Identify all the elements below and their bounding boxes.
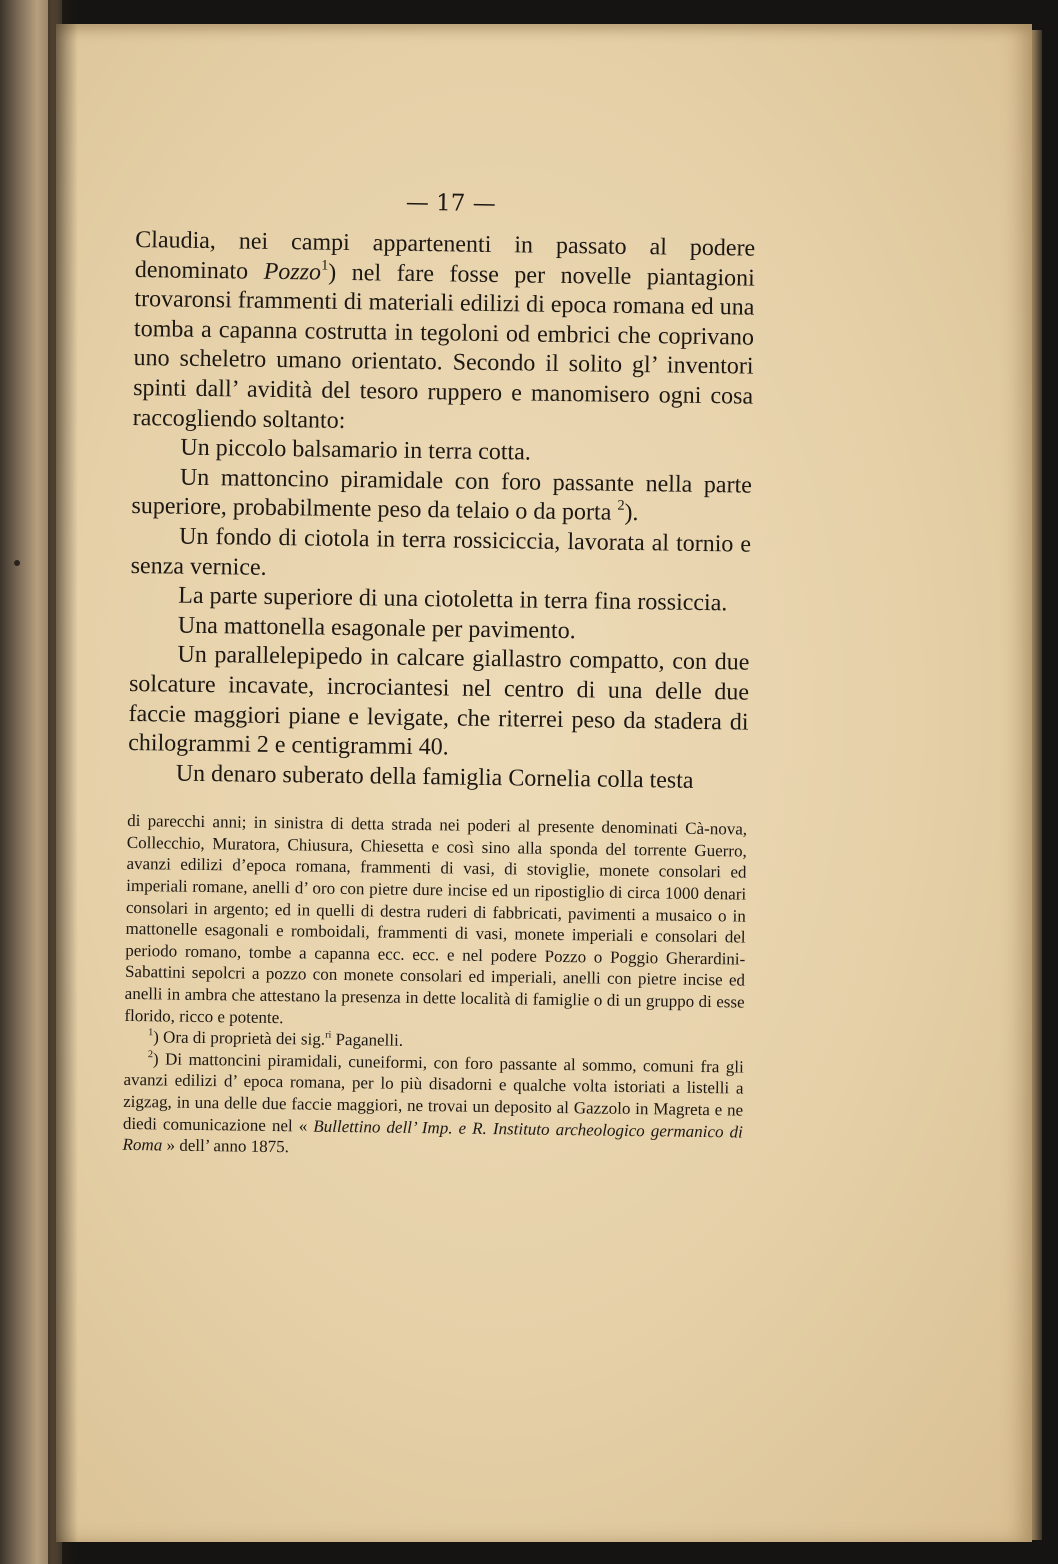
paragraph-2: Un piccolo balsamario in terra cotta. — [180, 434, 532, 466]
footnote-2-mark: 2 — [147, 1048, 154, 1061]
paragraph-7: Un parallelepipedo in calcare giallastro compatto, con due solcature incavate, incrociantesi nel centro di una delle due faccie maggiori piane e levigate, che riterrei peso da stadera di chilogrammi 2 e centigrammi 40. — [128, 641, 750, 761]
paragraph-6: Una mattonella esagonale per pavimento. — [177, 612, 576, 644]
footnotes — [122, 810, 747, 1164]
page-content — [122, 186, 755, 1164]
footnote-ref-2[interactable]: 2 — [617, 498, 625, 515]
body-text — [128, 226, 756, 797]
footnote-1: $^1$) Ora di proprietà dei sig.$^{ri}$ Paganelli. — [148, 1027, 404, 1051]
place-name: Pozzo — [263, 258, 322, 286]
footnote-ref-1[interactable]: 1 — [321, 257, 329, 274]
footnote-2: $^2$) Di mattoncini piramidali, cuneiformi, con foro passante al sommo, comuni fra gli avanzi edilizi d’ epoca romana, per lo più disadorni e qualche volta istoriati a listelli a zigzag, in una delle due faccie maggiori, ne trovai un deposito al Gazzolo in Magreta e ne diedi comunicazione nel « Bullettino dell’ Imp. e R. Instituto archeologico germanico di Roma » dell’ anno 1875. — [122, 1048, 744, 1157]
footnote-1-mark: 1 — [148, 1027, 154, 1039]
spine-shadow — [48, 0, 78, 1564]
paragraph-1: Claudia, nei campi appartenenti in passato al podere denominato Pozzo$^1$) nel fare fosse per novelle piantagioni trovaronsi frammenti di materiali edilizi di epoca romana ed una tomba a capanna costrutta in tegoloni od embrici che coprivano uno scheletro umano orientato. Secondo il solito gl’ inventori spinti dall’ avidità del tesoro ruppero e manomisero ogni cosa raccogliendo soltanto: — [132, 226, 756, 434]
margin-mark — [14, 560, 20, 566]
journal-title: Bullettino dell’ Imp. e R. Instituto archeologico germanico di Roma — [122, 1116, 743, 1155]
page-number: — 17 — — [405, 189, 496, 218]
paragraph-4: Un fondo di ciotola in terra rossiciccia, lavorata al tornio e senza vernice. — [130, 523, 752, 581]
paragraph-3: Un mattoncino piramidale con foro passante nella parte superiore, probabilmente peso da telaio o da porta $^2$). — [131, 464, 753, 527]
paragraph-8: Un denaro suberato della famiglia Cornelia colla testa — [175, 760, 694, 794]
footnote-continuation: di parecchi anni; in sinistra di detta strada nei poderi al presente denominati Cà-nova, Collecchio, Muratora, Chiusura, Chiesetta e così sino alla sponda del torrente Guerro, avanzi edilizi d’epoca romana, frammenti di vasi, di stoviglie, monete consolari ed imperiali romane, anelli d’ oro con pietre dure incise ed un ripostiglio di circa 1000 denari consolari in argento; ed in quelli di destra ruderi di fabbricati, pavimenti a musaico o in mattonelle esagonali e romboidali, frammenti di vasi, monete imperiali e consolari del periodo romano, tombe a capanna ecc. ecc. e nel podere Pozzo o Poggio Gherardini-Sabattini sepolcri a pozzo con monete consolari ed imperiali, anelli con pietre incise ed anelli in ambra che attestano la presenza in dette località di famiglie o di un gruppo di esse florido, ricco e potente. — [124, 811, 748, 1027]
paragraph-5: La parte superiore di una ciotoletta in terra fina rossiccia. — [178, 582, 728, 617]
